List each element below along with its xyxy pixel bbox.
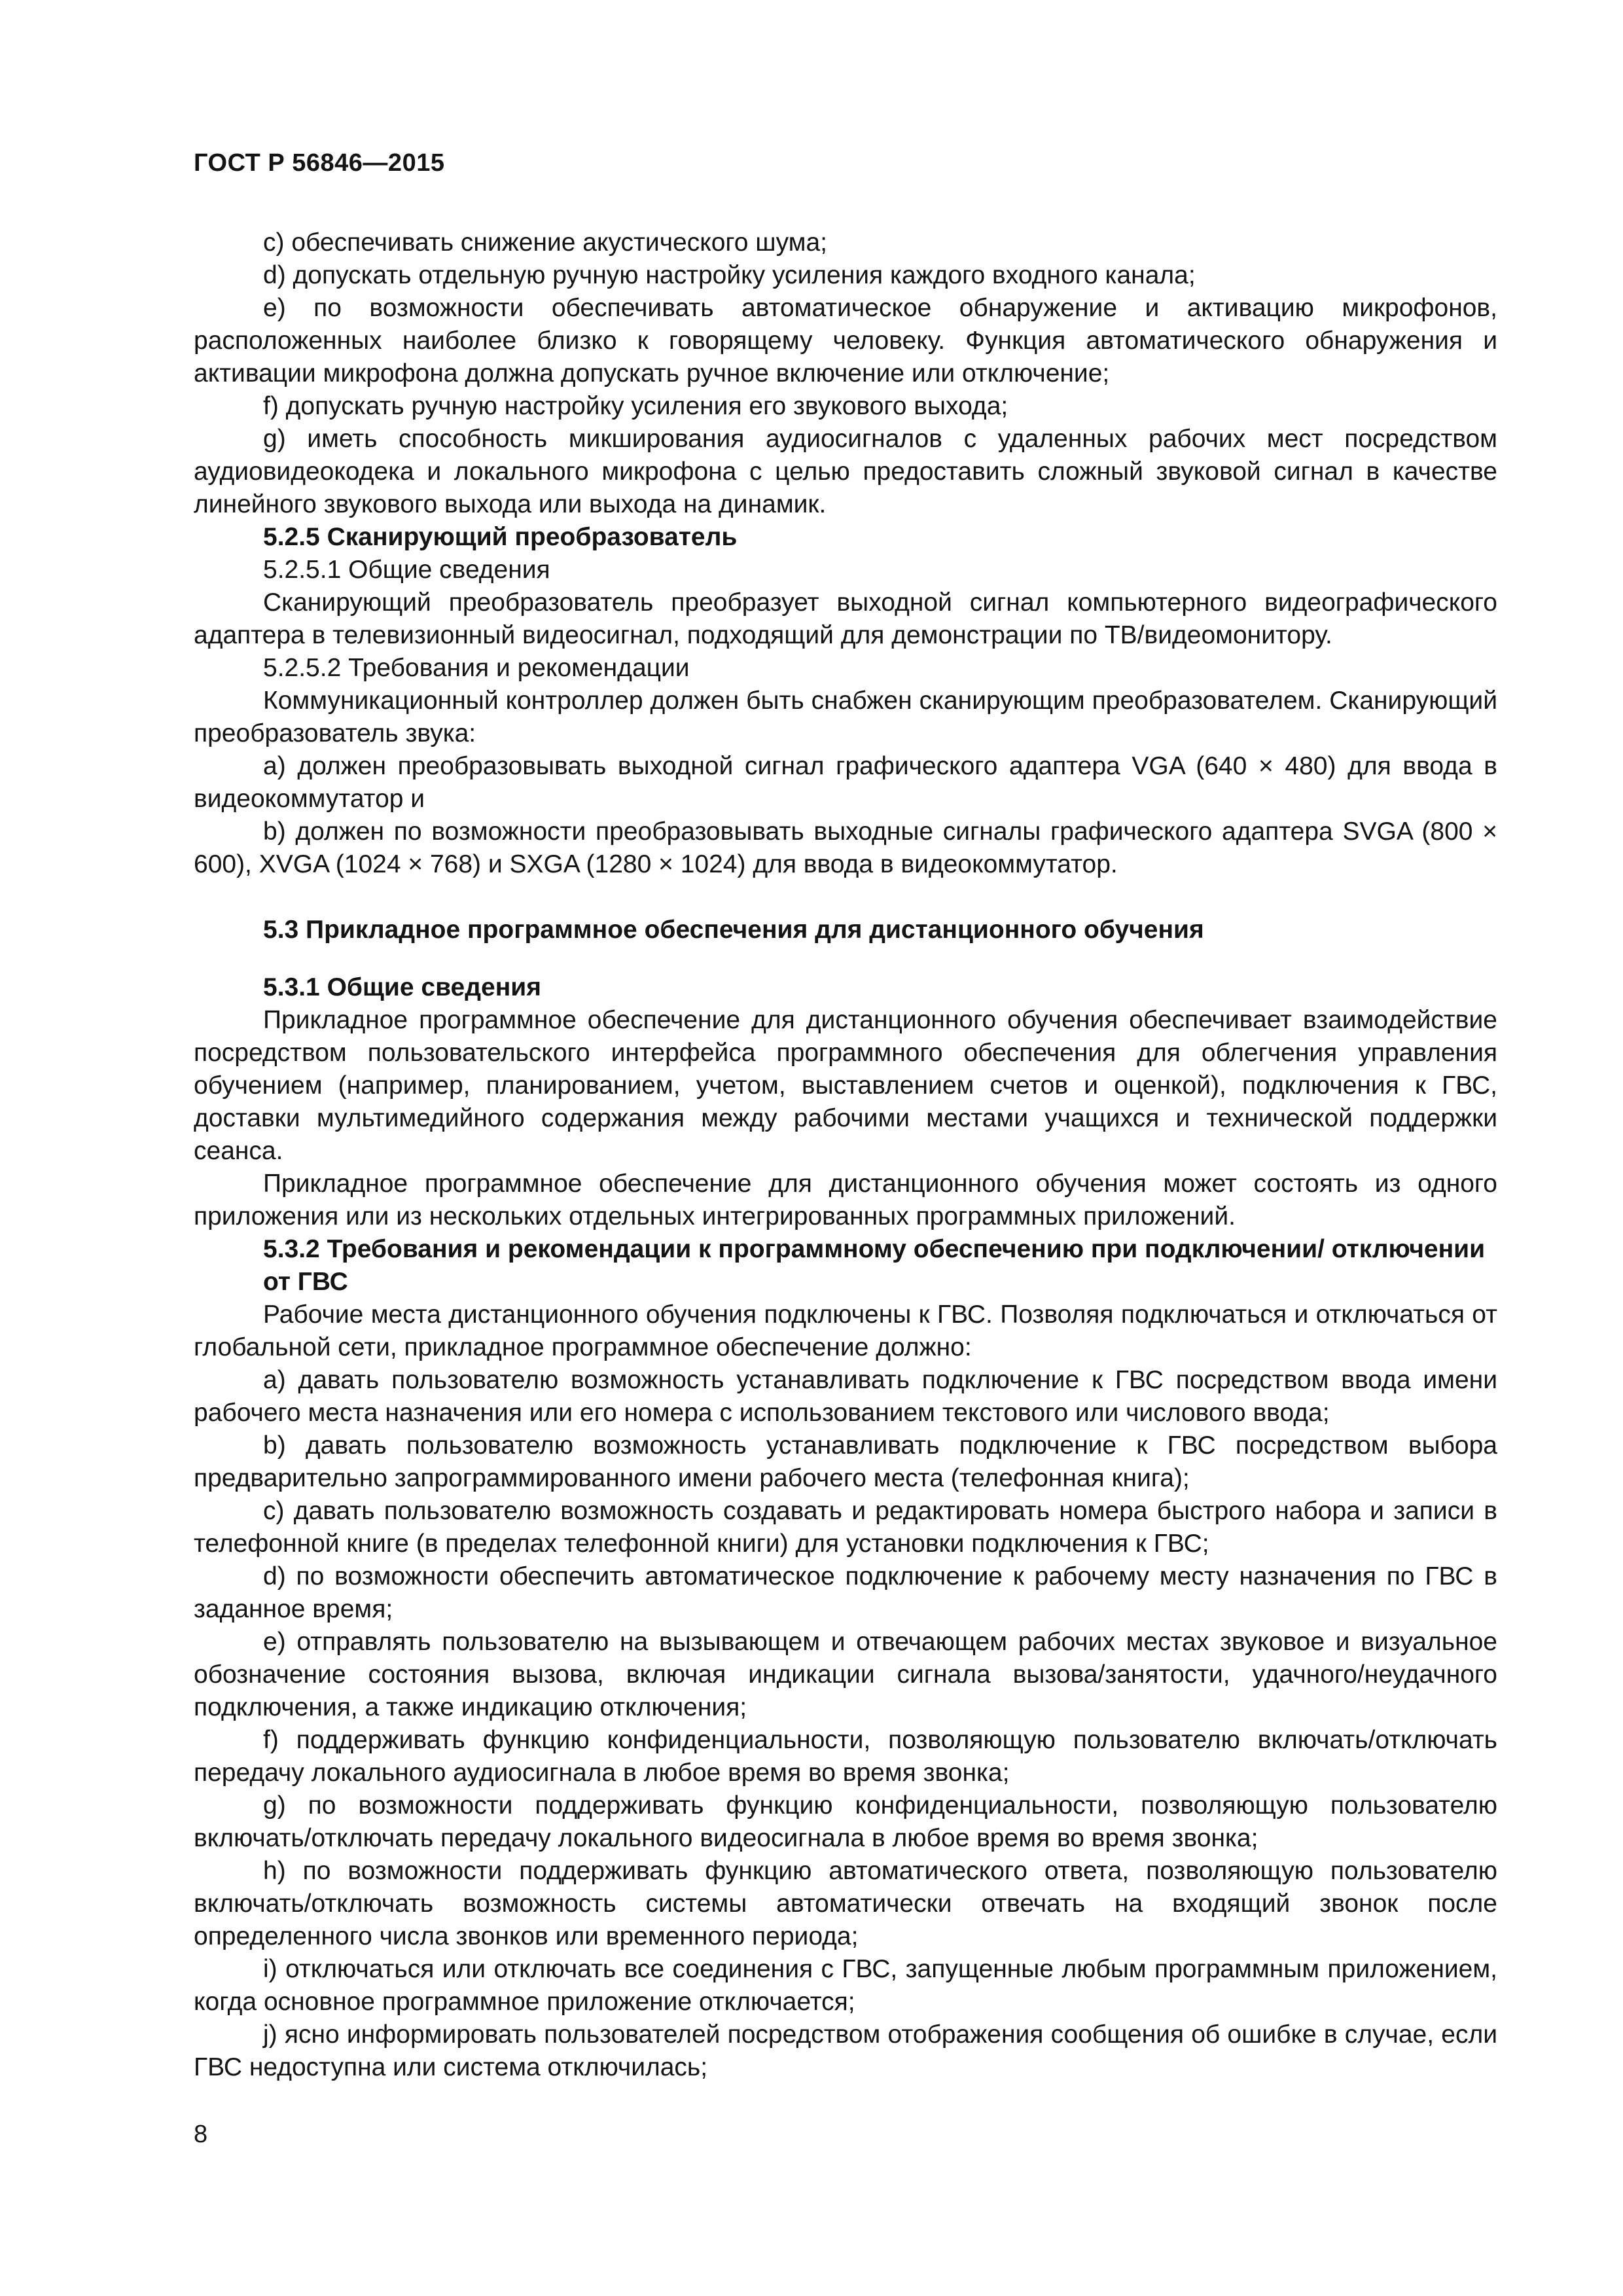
list-item: g) по возможности поддерживать функцию конфиденциальности, позволяющую пользователю включать/отключать передачу локального видеосигнала в любое время во время звонка;	[194, 1791, 1497, 1852]
body-paragraph: Прикладное программное обеспечение для дистанционного обучения может состоять из одного приложения или из нескольких отдельных интегрированных программных приложений.	[194, 1170, 1497, 1230]
list-item: e) по возможности обеспечивать автоматическое обнаружение и активацию микрофонов, расположенных наиболее близко к говорящему человеку. Функция автоматического обнаружения и активации микрофона должна допускать ручное включение или отключение;	[194, 294, 1497, 387]
list-item: h) по возможности поддерживать функцию автоматического ответа, позволяющую пользователю включать/отключать возможность системы автоматически отвечать на входящий звонок после определенного числа звонков или временного периода;	[194, 1857, 1497, 1950]
page-number: 8	[194, 2121, 208, 2148]
section-heading-5-3-1: 5.3.1 Общие сведения	[263, 973, 541, 1001]
list-item: c) давать пользователю возможность создавать и редактировать номера быстрого набора и записи в телефонной книге (в пределах телефонной книги) для установки подключения к ГВС;	[194, 1497, 1497, 1558]
list-item: i) отключаться или отключать все соединения с ГВС, запущенные любым программным приложением, когда основное программное приложение отключается;	[194, 1955, 1497, 2016]
subsection-heading-5-2-5-1: 5.2.5.1 Общие сведения	[263, 556, 550, 584]
list-item: b) должен по возможности преобразовывать выходные сигналы графического адаптера SVGA (800 × 600), XVGA (1024 × 768) и SXGA (1280 × 1024) для ввода в видеокоммутатор.	[194, 817, 1497, 878]
body-paragraph: Сканирующий преобразователь преобразует выходной сигнал компьютерного видеографического адаптера в телевизионный видеосигнал, подходящий для демонстрации по ТВ/видеомонитору.	[194, 588, 1497, 649]
document-body	[194, 226, 1497, 2084]
document-code-header: ГОСТ Р 56846—2015	[194, 149, 445, 177]
section-heading-5-3: 5.3 Прикладное программное обеспечения для дистанционного обучения	[263, 916, 1204, 944]
list-item: d) допускать отдельную ручную настройку усиления каждого входного канала;	[263, 261, 1196, 289]
list-item: f) допускать ручную настройку усиления его звукового выхода;	[263, 392, 1008, 420]
body-paragraph: Коммуникационный контроллер должен быть снабжен сканирующим преобразователем. Сканирующий преобразователь звука:	[194, 687, 1497, 747]
body-paragraph: Рабочие места дистанционного обучения подключены к ГВС. Позволяя подключаться и отключаться от глобальной сети, прикладное программное обеспечение должно:	[194, 1300, 1497, 1361]
list-item: c) обеспечивать снижение акустического шума;	[263, 228, 827, 257]
section-heading-5-3-2: 5.3.2 Требования и рекомендации к программному обеспечению при подключении/ отключении от ГВС	[263, 1235, 1486, 1296]
list-item: j) ясно информировать пользователей посредством отображения сообщения об ошибке в случае, если ГВС недоступна или система отключилась;	[194, 2020, 1497, 2081]
section-heading-5-2-5: 5.2.5 Сканирующий преобразователь	[263, 523, 738, 551]
subsection-heading-5-2-5-2: 5.2.5.2 Требования и рекомендации	[263, 654, 690, 682]
list-item: e) отправлять пользователю на вызывающем и отвечающем рабочих местах звуковое и визуальное обозначение состояния вызова, включая индикации сигнала вызова/занятости, удачного/неудачного подключения, а также индикацию отключения;	[194, 1628, 1497, 1721]
list-item: d) по возможности обеспечить автоматическое подключение к рабочему месту назначения по ГВС в заданное время;	[194, 1562, 1497, 1623]
list-item: a) должен преобразовывать выходной сигнал графического адаптера VGA (640 × 480) для ввода в видеокоммутатор и	[194, 752, 1497, 813]
body-paragraph: Прикладное программное обеспечение для дистанционного обучения обеспечивает взаимодействие посредством пользовательского интерфейса программного обеспечения для облегчения управления обучением (например, планированием, учетом, выставлением счетов и оценкой), подключения к ГВС, доставки мультимедийного содержания между рабочими местами учащихся и технической поддержки сеанса.	[194, 1006, 1497, 1165]
list-item: g) иметь способность микширования аудиосигналов с удаленных рабочих мест посредством аудиовидеокодека и локального микрофона с целью предоставить сложный звуковой сигнал в качестве линейного звукового выхода или выхода на динамик.	[194, 425, 1497, 518]
list-item: f) поддерживать функцию конфиденциальности, позволяющую пользователю включать/отключать передачу локального аудиосигнала в любое время во время звонка;	[194, 1726, 1497, 1787]
list-item: a) давать пользователю возможность устанавливать подключение к ГВС посредством ввода имени рабочего места назначения или его номера с использованием текстового или числового ввода;	[194, 1366, 1497, 1427]
list-item: b) давать пользователю возможность устанавливать подключение к ГВС посредством выбора предварительно запрограммированного имени рабочего места (телефонная книга);	[194, 1431, 1497, 1492]
